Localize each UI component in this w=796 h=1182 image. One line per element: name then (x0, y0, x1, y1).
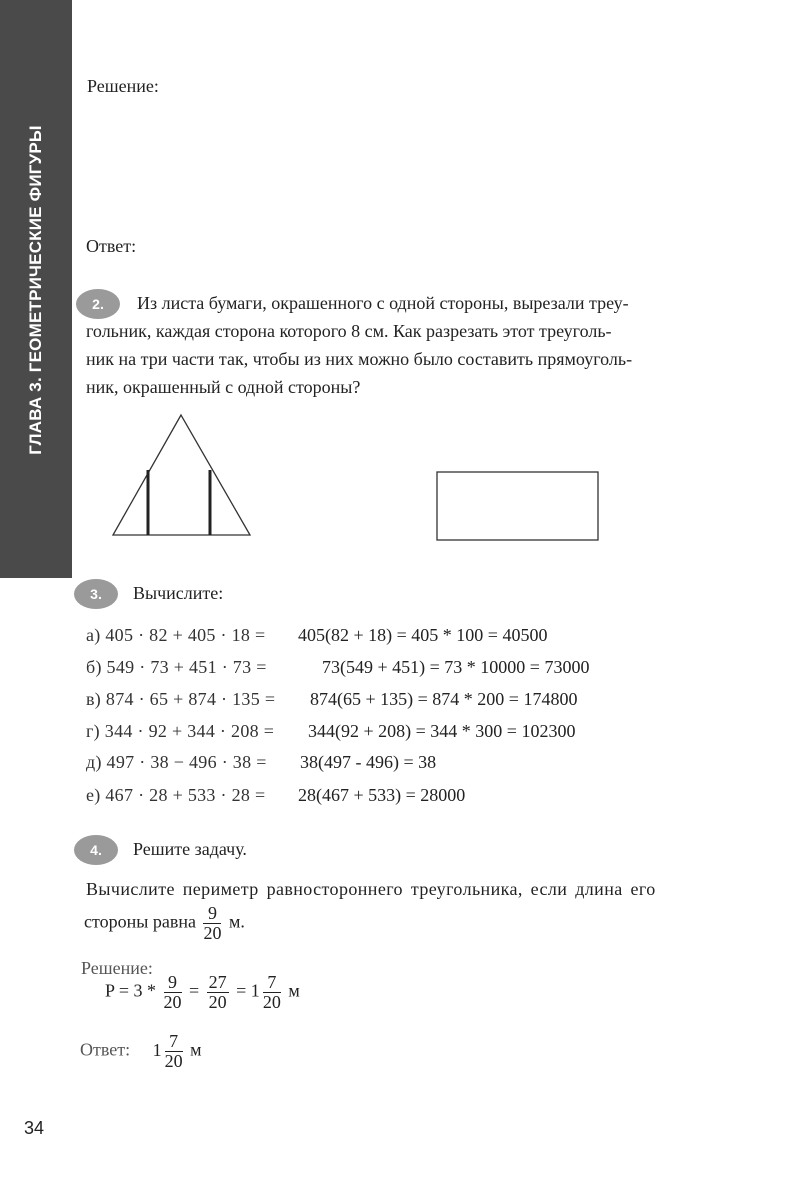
handwritten-answer: 28(467 + 533) = 28000 (298, 785, 466, 805)
expression: г) 344 · 92 + 344 · 208 = (86, 721, 275, 741)
equation-row (86, 721, 576, 742)
unit: м. (228, 911, 245, 932)
fraction: $\frac{7}{20}$ (262, 972, 281, 1012)
expression: д) 497 · 38 − 496 · 38 = (86, 752, 267, 772)
equation-row (86, 689, 578, 710)
solution-label: Решение: (81, 958, 153, 978)
task3-title: Вычислите: (133, 583, 224, 603)
chapter-title: ГЛАВА 3. ГЕОМЕТРИЧЕСКИЕ ФИГУРЫ (26, 125, 45, 455)
task-number-badge: 3. (74, 579, 118, 609)
fraction: $\frac{9}{20}$ (203, 903, 222, 943)
fraction: $\frac{27}{20}$ (208, 972, 227, 1012)
solution-formula: P = 3 * $\frac{9}{20}$ = $\frac{27}{20}$ = 1 $\frac{7}{20}$ м (105, 972, 300, 1012)
task-number-badge: 4. (74, 835, 118, 865)
handwritten-answer: 405(82 + 18) = 405 * 100 = 40500 (298, 625, 548, 645)
equation-row (86, 752, 437, 773)
handwritten-answer: 874(65 + 135) = 874 * 200 = 174800 (310, 689, 578, 709)
page-number: 34 (24, 1118, 45, 1138)
equation-row (86, 785, 466, 806)
expression: б) 549 · 73 + 451 · 73 = (86, 657, 267, 677)
solution-label: Решение: (87, 76, 159, 96)
task4-text-line2 (84, 904, 245, 943)
triangle-rectangle-figure (0, 400, 796, 570)
triangle-shape (113, 415, 250, 535)
answer-row: Ответ: 1 $\frac{7}{20}$ м (80, 1031, 202, 1071)
fraction: $\frac{7}{20}$ (164, 1031, 183, 1071)
task2-line: гольник, каждая сторона которого 8 см. Как разрезать этот треуголь- (86, 321, 612, 341)
task4-text: Вычислите периметр равностороннего треугольника, если длина его (86, 879, 656, 899)
handwritten-answer: 73(549 + 451) = 73 * 10000 = 73000 (322, 657, 590, 677)
handwritten-answer: 38(497 - 496) = 38 (300, 752, 437, 772)
text: стороны равна (84, 911, 196, 932)
task2-line: ник на три части так, чтобы из них можно было составить прямоуголь- (86, 349, 633, 369)
equation-row (86, 625, 548, 646)
answer-label: Ответ: (86, 236, 137, 256)
task2-line: Из листа бумаги, окрашенного с одной стороны, вырезали треу- (137, 293, 629, 313)
task4-title: Решите задачу. (133, 839, 247, 859)
equation-row (86, 657, 590, 678)
answer-label: Ответ: (80, 1039, 131, 1060)
handwritten-answer: 344(92 + 208) = 344 * 300 = 102300 (308, 721, 576, 741)
expression: а) 405 · 82 + 405 · 18 = (86, 625, 266, 645)
expression: е) 467 · 28 + 533 · 28 = (86, 785, 266, 805)
fraction: $\frac{9}{20}$ (163, 972, 182, 1012)
task-number-badge: 2. (76, 289, 120, 319)
rectangle-shape (437, 472, 598, 540)
task2-line: ник, окрашенный с одной стороны? (86, 377, 361, 397)
expression: в) 874 · 65 + 874 · 135 = (86, 689, 276, 709)
